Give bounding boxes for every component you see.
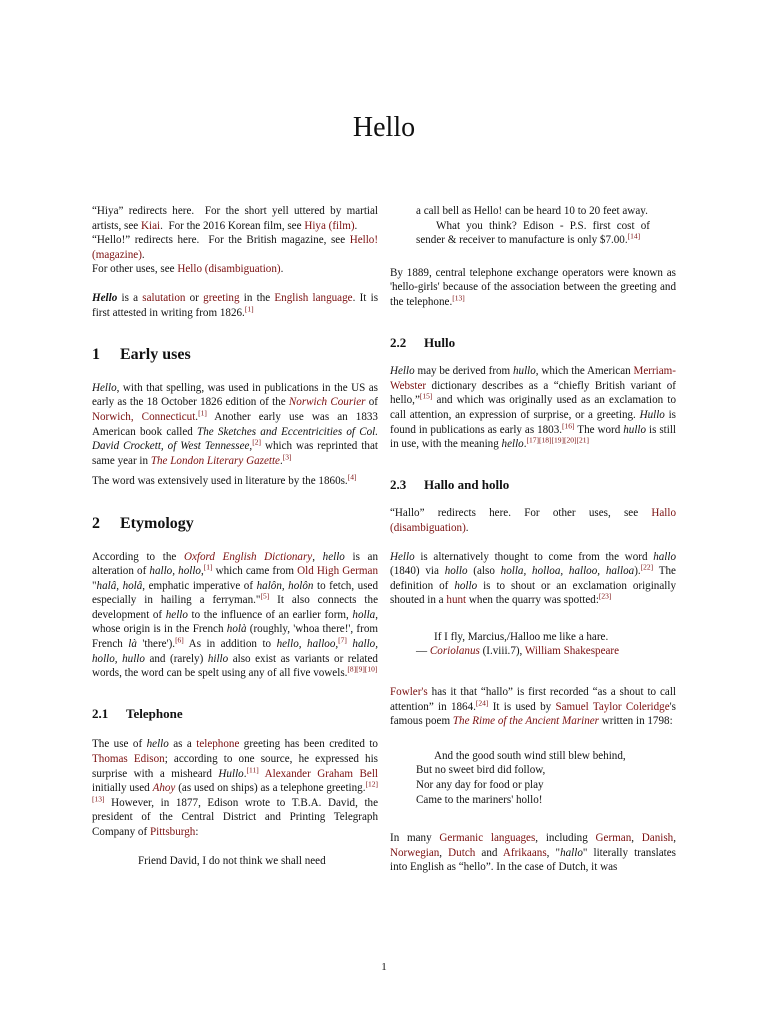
link-telephone[interactable]: telephone xyxy=(196,738,240,751)
link-hello-disambiguation[interactable]: Hello (disambiguation) xyxy=(177,263,281,276)
link-norwich-courier[interactable]: Norwich Courier xyxy=(288,396,366,409)
edison-quote: a call bell as Hello! can be heard 10 to 20 feet away. What you think? Edison - P.S. first cost of sender & receiver to manufacture is only $7.00.[14] xyxy=(416,205,650,247)
link-london-literary-gazette[interactable]: The London Literary Gazette xyxy=(150,454,280,467)
section-heading-hullo: 2.2 Hullo xyxy=(390,334,456,350)
link-ahoy[interactable]: Ahoy xyxy=(152,782,176,795)
link-old-high-german[interactable]: Old High German xyxy=(297,565,378,578)
section-heading-early-uses: 1 Early uses xyxy=(92,346,191,364)
page-title: Hello xyxy=(352,112,416,143)
poem-line: Came to the mariners' hollo! xyxy=(416,793,543,806)
coleridge-poem xyxy=(390,749,676,807)
link-samuel-taylor-coleridge[interactable]: Samuel Taylor Coleridge xyxy=(555,700,670,713)
poem-line: And the good south wind still blew behind, xyxy=(434,749,626,762)
link-english-language[interactable]: English language xyxy=(274,291,353,304)
edison-quote-start: Friend David, I do not think we shall need xyxy=(138,854,326,867)
poem-line: But no sweet bird did follow, xyxy=(416,764,546,777)
link-oed[interactable]: Oxford English Dictionary xyxy=(183,550,313,563)
hatnote-block: “Hiya” redirects here. For the short yell uttered by martial artists, see Kiai. For the 2016 Korean film, see Hiya (film). “Hello!” redirects here. For the British magazine, see Hello! (magazine). For other uses, see Hello (disambiguation). xyxy=(92,205,379,276)
left-column xyxy=(92,204,378,868)
link-afrikaans[interactable]: Afrikaans xyxy=(502,846,547,859)
link-coriolanus[interactable]: Coriolanus xyxy=(429,645,480,658)
link-kiai[interactable]: Kiai xyxy=(141,219,161,232)
link-william-shakespeare[interactable]: William Shakespeare xyxy=(524,645,620,658)
link-alexander-graham-bell[interactable]: Alexander Graham Bell xyxy=(264,767,379,780)
right-column xyxy=(390,204,676,875)
etymology-paragraph: According to the Oxford English Dictionary, hello is an alteration of hallo, hollo,[1] which came from Old High German "halâ, holâ, emphatic imperative of halôn, holôn to fetch, used especially in hailing a ferryman."[5] It also connects the development of hello to the influence of an earlier form, holla, whose origin is in the French holà (roughly, 'whoa there!', from French là 'there').[6] As in addition to hello, halloo,[7] hallo, hollo, hullo and (rarely) hillo also exist as variants or related words, the word can be spelt using any of all five vowels.[8][9][10] xyxy=(92,550,379,680)
intro-paragraph: Hello is a salutation or greeting in the English language. It is first attested in writing from 1826.[1] xyxy=(92,291,379,319)
poem-line: Nor any day for food or play xyxy=(416,779,544,792)
link-greeting[interactable]: greeting xyxy=(203,291,240,304)
section-heading-telephone: 2.1 Telephone xyxy=(92,705,183,721)
link-fowlers[interactable]: Fowler's xyxy=(390,686,428,699)
link-germanic-languages[interactable]: Germanic languages xyxy=(439,832,536,845)
hallo-paragraph: Hello is alternatively thought to come from the word hallo (1840) via hollo (also holla, holloa, halloo, halloa).[22] The definition of hollo is to shout or an exclamation originally shouted in a hunt when the quarry was spotted:[23] xyxy=(390,550,676,607)
section-heading-etymology: 2 Etymology xyxy=(92,514,194,532)
link-danish[interactable]: Danish xyxy=(641,832,674,845)
link-dutch[interactable]: Dutch xyxy=(448,846,476,859)
hallo-hatnote: “Hallo” redirects here. For other uses, see Hallo (disambiguation). xyxy=(390,507,676,534)
shakespeare-quote: If I fly, Marcius,/Halloo me like a hare. — Coriolanus (I.viii.7), William Shakespeare xyxy=(416,630,620,658)
link-thomas-edison[interactable]: Thomas Edison xyxy=(92,753,165,766)
early-uses-paragraph-2: The word was extensively used in literature by the 1860s.[4] xyxy=(92,472,357,488)
link-hallo-disambiguation[interactable]: Hallo (disambiguation) xyxy=(390,507,676,534)
link-hello-magazine[interactable]: Hello! (magazine) xyxy=(92,234,379,261)
link-rime-ancient-mariner[interactable]: The Rime of the Ancient Mariner xyxy=(452,715,600,728)
link-norwegian[interactable]: Norwegian xyxy=(390,846,440,859)
early-uses-paragraph: Hello, with that spelling, was used in publications in the US as early as the 18 October 1826 edition of the Norwich Courier of Norwich, Connecticut.[1] Another early use was an 1833 American book called The Sketches and Eccentricities of Col. David Crockett, of West Tennessee,[2] which was reprinted that same year in The London Literary Gazette.[3] xyxy=(92,381,378,467)
link-hiya-film[interactable]: Hiya (film) xyxy=(304,219,355,232)
link-salutation[interactable]: salutation xyxy=(142,291,186,304)
link-pittsburgh[interactable]: Pittsburgh xyxy=(149,826,196,838)
ref[interactable]: [1] xyxy=(244,303,254,313)
hullo-paragraph: Hello may be derived from hullo, which the American Merriam-Webster dictionary describes as a “chiefly British variant of hello,”[15] and which was originally used as an exclamation to call attention, an expression of surprise, or a greeting. Hullo is found in publications as early as 1803.[16] The word hullo is still in use, with the meaning hello.[17][18][19][20][21] xyxy=(390,365,677,451)
germanic-paragraph: In many Germanic languages, including German, Danish, Norwegian, Dutch and Afrikaans, "hallo" literally translates into English as “hello”. In the case of Dutch, it was xyxy=(390,832,677,874)
link-hunt[interactable]: hunt xyxy=(446,594,467,607)
fowler-paragraph: Fowler's has it that “hallo” is first recorded “as a shout to call attention” in 1864.[24] It is used by Samuel Taylor Coleridge's famous poem The Rime of the Ancient Mariner written in 1798: xyxy=(390,686,676,728)
telephone-paragraph: The use of hello as a telephone greeting has been credited to Thomas Edison; according to one source, he expressed his surprise with a misheard Hullo.[11] Alexander Graham Bell initially used Ahoy (as used on ships) as a telephone greeting.[12][13] However, in 1877, Edison wrote to T.B.A. David, the president of the Central District and Printing Telegraph Company of Pittsburgh: xyxy=(92,738,379,838)
page-number: 1 xyxy=(381,961,387,973)
section-heading-hallo: 2.3 Hallo and hollo xyxy=(390,476,510,492)
hello-girls-paragraph: By 1889, central telephone exchange operators were known as 'hello-girls' because of the association between the greeting and the telephone.[13] xyxy=(390,266,676,308)
link-german[interactable]: German xyxy=(595,832,632,845)
link-merriam-webster[interactable]: Merriam-Webster xyxy=(390,365,676,392)
link-norwich-connecticut[interactable]: Norwich, Connecticut xyxy=(92,410,196,423)
